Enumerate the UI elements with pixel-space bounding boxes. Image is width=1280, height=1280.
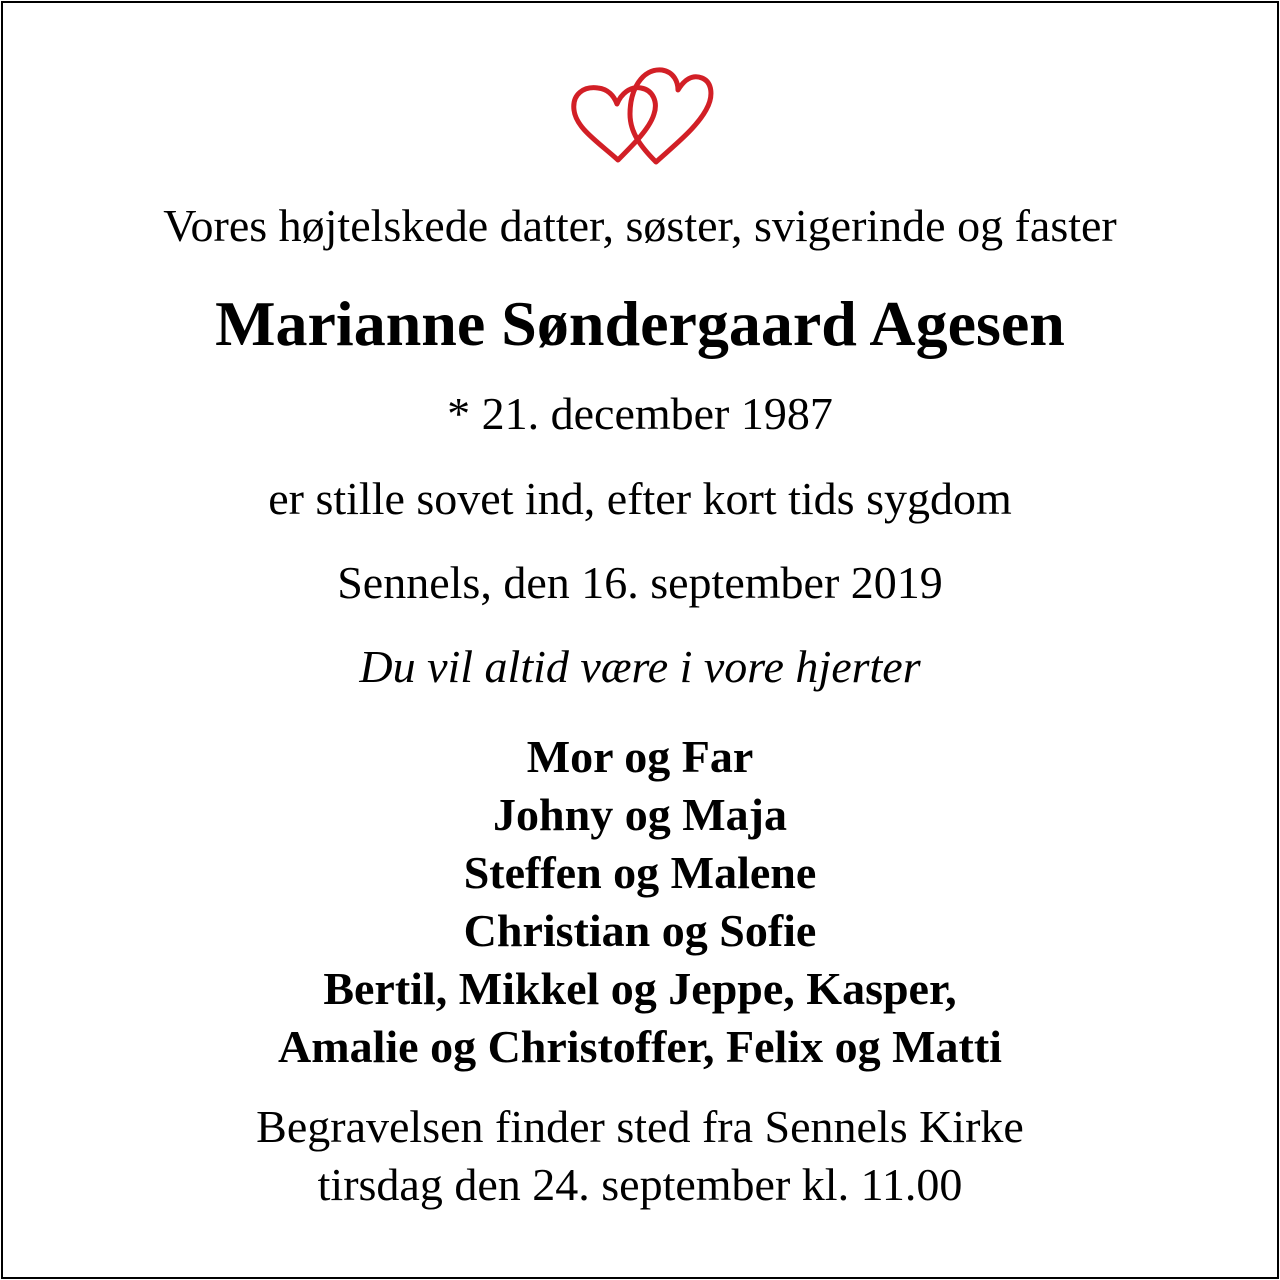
notice-border xyxy=(1,1,1279,1279)
mourner-line: Christian og Sofie xyxy=(463,905,817,956)
intro-line: Vores højtelskede datter, søster, svigerinde og faster xyxy=(163,200,1117,251)
passing-note: er stille sovet ind, efter kort tids sygdom xyxy=(268,473,1012,524)
right-heart-icon xyxy=(630,70,711,162)
mourner-line: Amalie og Christoffer, Felix og Matti xyxy=(278,1021,1002,1072)
mourner-line: Mor og Far xyxy=(526,731,754,782)
double-hearts-icon xyxy=(568,62,714,168)
birth-date: * 21. december 1987 xyxy=(447,388,833,439)
mourner-line: Bertil, Mikkel og Jeppe, Kasper, xyxy=(323,963,957,1014)
place-and-date: Sennels, den 16. september 2019 xyxy=(337,557,943,608)
funeral-info xyxy=(0,1098,1280,1214)
mourner-line: Johny og Maja xyxy=(493,789,787,840)
funeral-line: tirsdag den 24. september kl. 11.00 xyxy=(317,1159,963,1210)
mourners-list xyxy=(0,728,1280,1076)
funeral-line: Begravelsen finder sted fra Sennels Kirke xyxy=(256,1101,1024,1152)
deceased-name: Marianne Søndergaard Agesen xyxy=(215,288,1065,359)
mourner-line: Steffen og Malene xyxy=(463,847,817,898)
memorial-quote: Du vil altid være i vore hjerter xyxy=(359,641,921,692)
